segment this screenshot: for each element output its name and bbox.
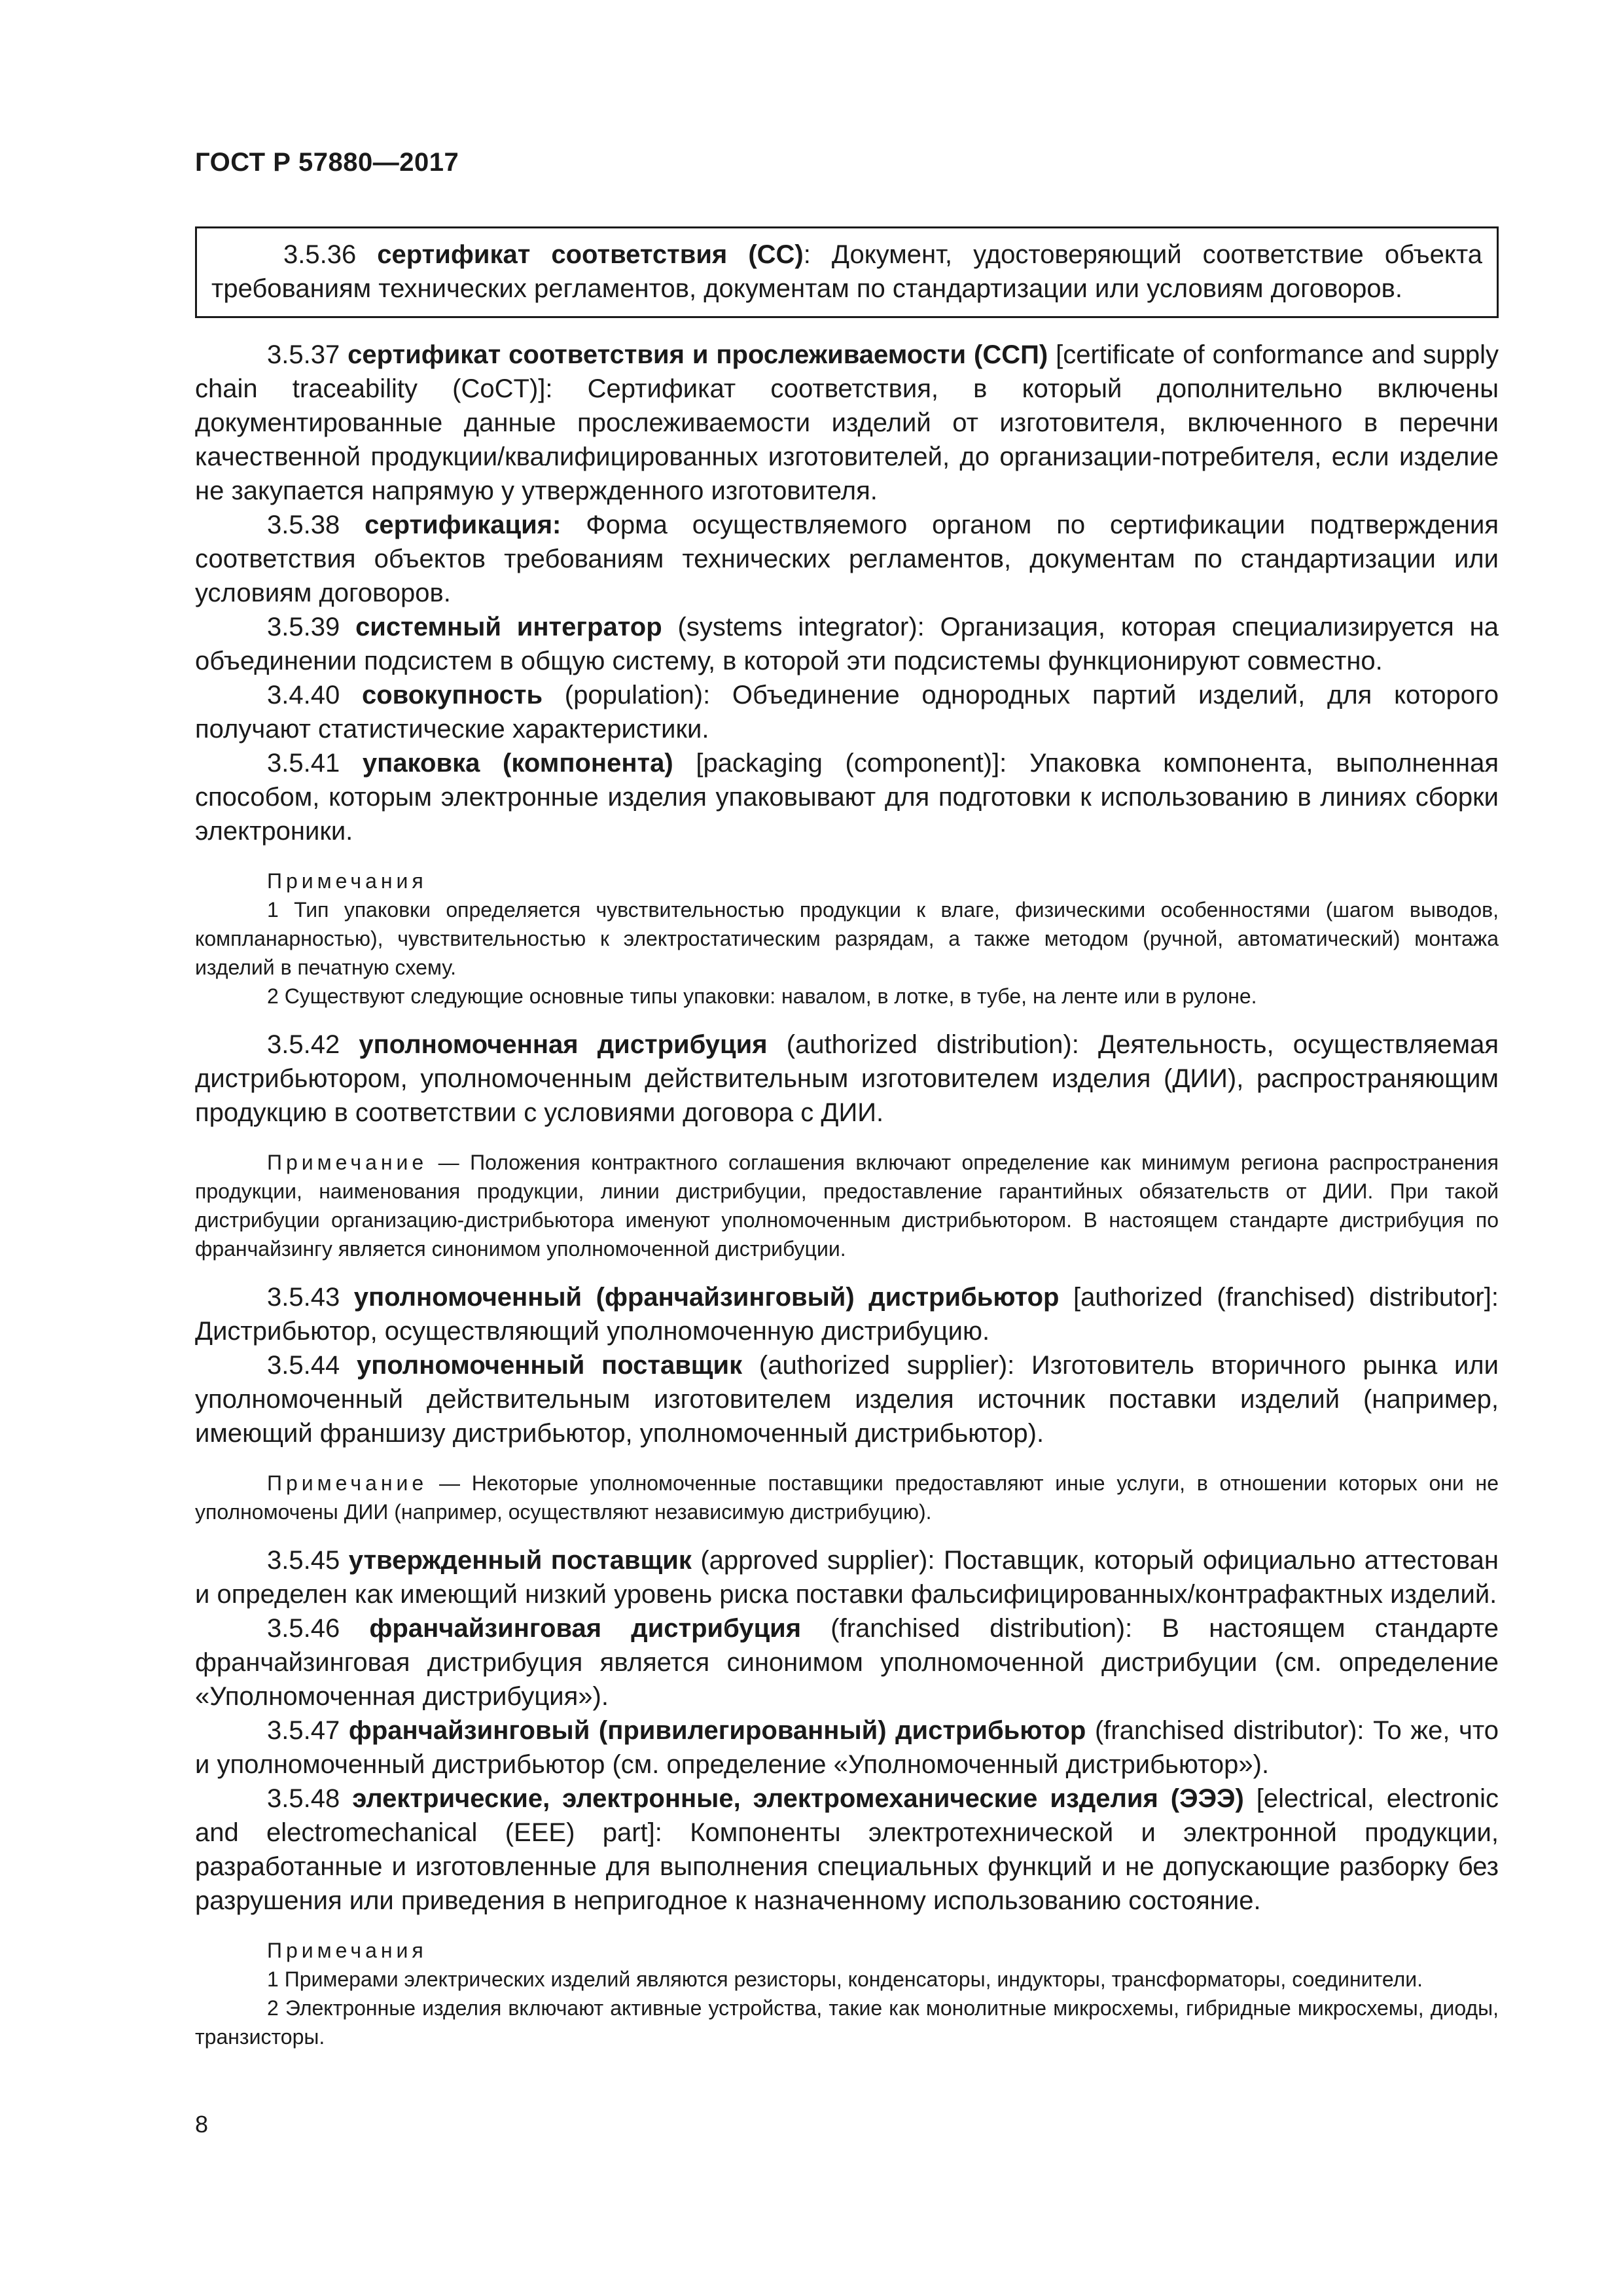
notes-heading: Примечания [267,1939,427,1962]
term-english: [packaging (component)] [673,749,1000,778]
term-number: 3.5.45 [267,1546,340,1575]
term-english: (authorized supplier) [742,1351,1008,1380]
page-number: 8 [195,2111,209,2138]
term-definition: : То же, что и уполномоченный дистрибьютор (см. определение «Уполномоченный дистрибьютор»). [195,1716,1499,1779]
note-item [195,1148,1499,1263]
term-name: уполномоченный (франчайзинговый) дистрибьютор [353,1283,1060,1312]
term-name: уполномоченный поставщик [356,1351,743,1380]
term-entry [195,746,1499,848]
term-name: совокупность [361,681,543,709]
term-number: 3.5.48 [267,1784,340,1813]
term-entry [195,338,1499,508]
term-number: 3.5.36 [283,240,357,269]
term-number: 3.5.44 [267,1351,340,1380]
term-english: (authorized distribution) [767,1030,1072,1059]
term-name: сертификат соответствия и прослеживаемости (ССП) [348,340,1048,369]
notes-heading: Примечания [267,869,427,893]
document-body [195,226,1499,2068]
term-name: уполномоченная дистрибуция [359,1030,768,1059]
note-item: 1 Тип упаковки определяется чувствительностью продукции к влаге, физическими особенностями (шагом выводов, компланарностью), чувствительностью к электростатическим разрядам, а также методом (ручной, автоматический) монтажа изделий в печатную схему. [195,898,1499,979]
term-name: франчайзинговый (привилегированный) дистрибьютор [348,1716,1086,1745]
document-header: ГОСТ Р 57880—2017 [195,148,459,177]
term-definition: : Дистрибьютор, осуществляющий уполномоченную дистрибуцию. [195,1283,1499,1346]
term-number: 3.4.40 [267,681,340,709]
term-english: [certificate of conformance and supply chain traceability (CoCT)] [195,340,1499,403]
note-block-distribution [195,1148,1499,1263]
term-number: 3.5.38 [267,511,340,539]
note-text: Положения контрактного соглашения включают определение как минимум региона распространения продукции, наименования продукции, линии дистрибуции, предоставление гарантийных обязательств от ДИИ. При такой дистрибуции организацию-дистрибьютора именуют уполномоченным дистрибьютором. В настоящем стандарте дистрибуция по франчайзингу является синонимом уполномоченной дистрибуции. [195,1151,1499,1261]
term-definition: : Документ, удостоверяющий соответствие объекта требованиям технических регламентов, документам по стандартизации или условиям договоров. [211,240,1482,303]
term-entry [195,1782,1499,1918]
notes-block-eee [195,1936,1499,2051]
term-number: 3.5.39 [267,613,340,641]
term-number: 3.5.41 [267,749,340,778]
note-item: 2 Электронные изделия включают активные устройства, такие как монолитные микросхемы, гибридные микросхемы, диоды, транзисторы. [195,1996,1499,2049]
term-definition: : Изготовитель вторичного рынка или уполномоченный действительным изготовителем изделия источник поставки изделий (например, имеющий франшизу дистрибьютор, уполномоченный дистрибьютор). [195,1351,1499,1448]
term-english: [electrical, electronic and electromechanical (EEE) part] [195,1784,1499,1847]
term-entry [195,678,1499,746]
note-dash: — [427,1471,472,1495]
term-definition: : В настоящем стандарте франчайзинговая дистрибуция является синонимом уполномоченной дистрибуции (см. определение «Уполномоченная дистрибуция»). [195,1614,1499,1711]
term-english: (approved supplier) [691,1546,928,1575]
note-dash: — [427,1151,471,1174]
term-number: 3.5.46 [267,1614,340,1643]
term-definition: : Упаковка компонента, выполненная способом, которым электронные изделия упаковывают для подготовки к использованию в линиях сборки электроники. [195,749,1499,846]
term-entry [195,1280,1499,1348]
term-definition: : Поставщик, который официально аттестован и определен как имеющий низкий уровень риска поставки фальсифицированных/контрафактных изделий. [195,1546,1499,1609]
term-name: электрические, электронные, электромеханические изделия (ЭЭЭ) [352,1784,1244,1813]
term-name: утвержденный поставщик [348,1546,692,1575]
note-block-supplier [195,1469,1499,1526]
term-number: 3.5.47 [267,1716,340,1745]
term-english: (franchised distribution) [801,1614,1126,1643]
note-label: Примечание [267,1151,428,1174]
term-english: (systems integrator) [662,613,918,641]
note-item: 1 Примерами электрических изделий являются резисторы, конденсаторы, индукторы, трансформаторы, соединители. [267,1967,1423,1991]
term-entry [195,610,1499,678]
term-entry [195,508,1499,610]
term-entry [195,1348,1499,1450]
term-entry [195,1611,1499,1713]
term-name: системный интегратор [355,613,662,641]
term-english: [authorized (franchised) distributor] [1059,1283,1491,1312]
term-definition: : Компоненты электротехнической и электронной продукции, разработанные и изготовленные для выполнения специальных функций и не допускающие разборку без разрушения или приведения в непригодное к назначенному использованию состояние. [195,1818,1499,1915]
note-item [195,1469,1499,1526]
term-number: 3.5.43 [267,1283,340,1312]
note-label: Примечание [267,1471,428,1495]
term-name: сертификат соответствия (СС) [377,240,804,269]
term-definition: Форма осуществляемого органом по сертификации подтверждения соответствия объектов требованиям технических регламентов, документам по стандартизации или условиям договоров. [195,511,1499,607]
term-entry [195,1028,1499,1130]
term-english: (population) [543,681,704,709]
term-entry [195,1543,1499,1611]
note-item: 2 Существуют следующие основные типы упаковки: навалом, в лотке, в тубе, на ленте или в рулоне. [267,984,1257,1008]
term-definition: : Организация, которая специализируется на объединении подсистем в общую систему, в которой эти подсистемы функционируют совместно. [195,613,1499,675]
term-entry [211,238,1482,306]
term-definition: : Сертификат соответствия, в который дополнительно включены документированные данные прослеживаемости изделий от изготовителя, включенного в перечни качественной продукции/квалифицированных изготовителей, до организации-потребителя, если изделие не закупается напрямую у утвержденного изготовителя. [195,374,1499,505]
boxed-entry-3-5-36 [195,226,1499,318]
term-name: упаковка (компонента) [362,749,673,778]
notes-block-packaging [195,867,1499,1011]
term-entry [195,1713,1499,1782]
term-english: (franchised distributor) [1086,1716,1357,1745]
term-name: сертификация: [365,511,562,539]
term-definition: : Деятельность, осуществляемая дистрибьютором, уполномоченным действительным изготовителем изделия (ДИИ), распространяющим продукцию в соответствии с условиями договора с ДИИ. [195,1030,1499,1127]
note-text: Некоторые уполномоченные поставщики предоставляют иные услуги, в отношении которых они не уполномочены ДИИ (например, осуществляют независимую дистрибуцию). [195,1471,1499,1524]
term-number: 3.5.37 [267,340,340,369]
term-definition: : Объединение однородных партий изделий, для которого получают статистические характеристики. [195,681,1499,744]
term-name: франчайзинговая дистрибуция [369,1614,802,1643]
term-number: 3.5.42 [267,1030,340,1059]
